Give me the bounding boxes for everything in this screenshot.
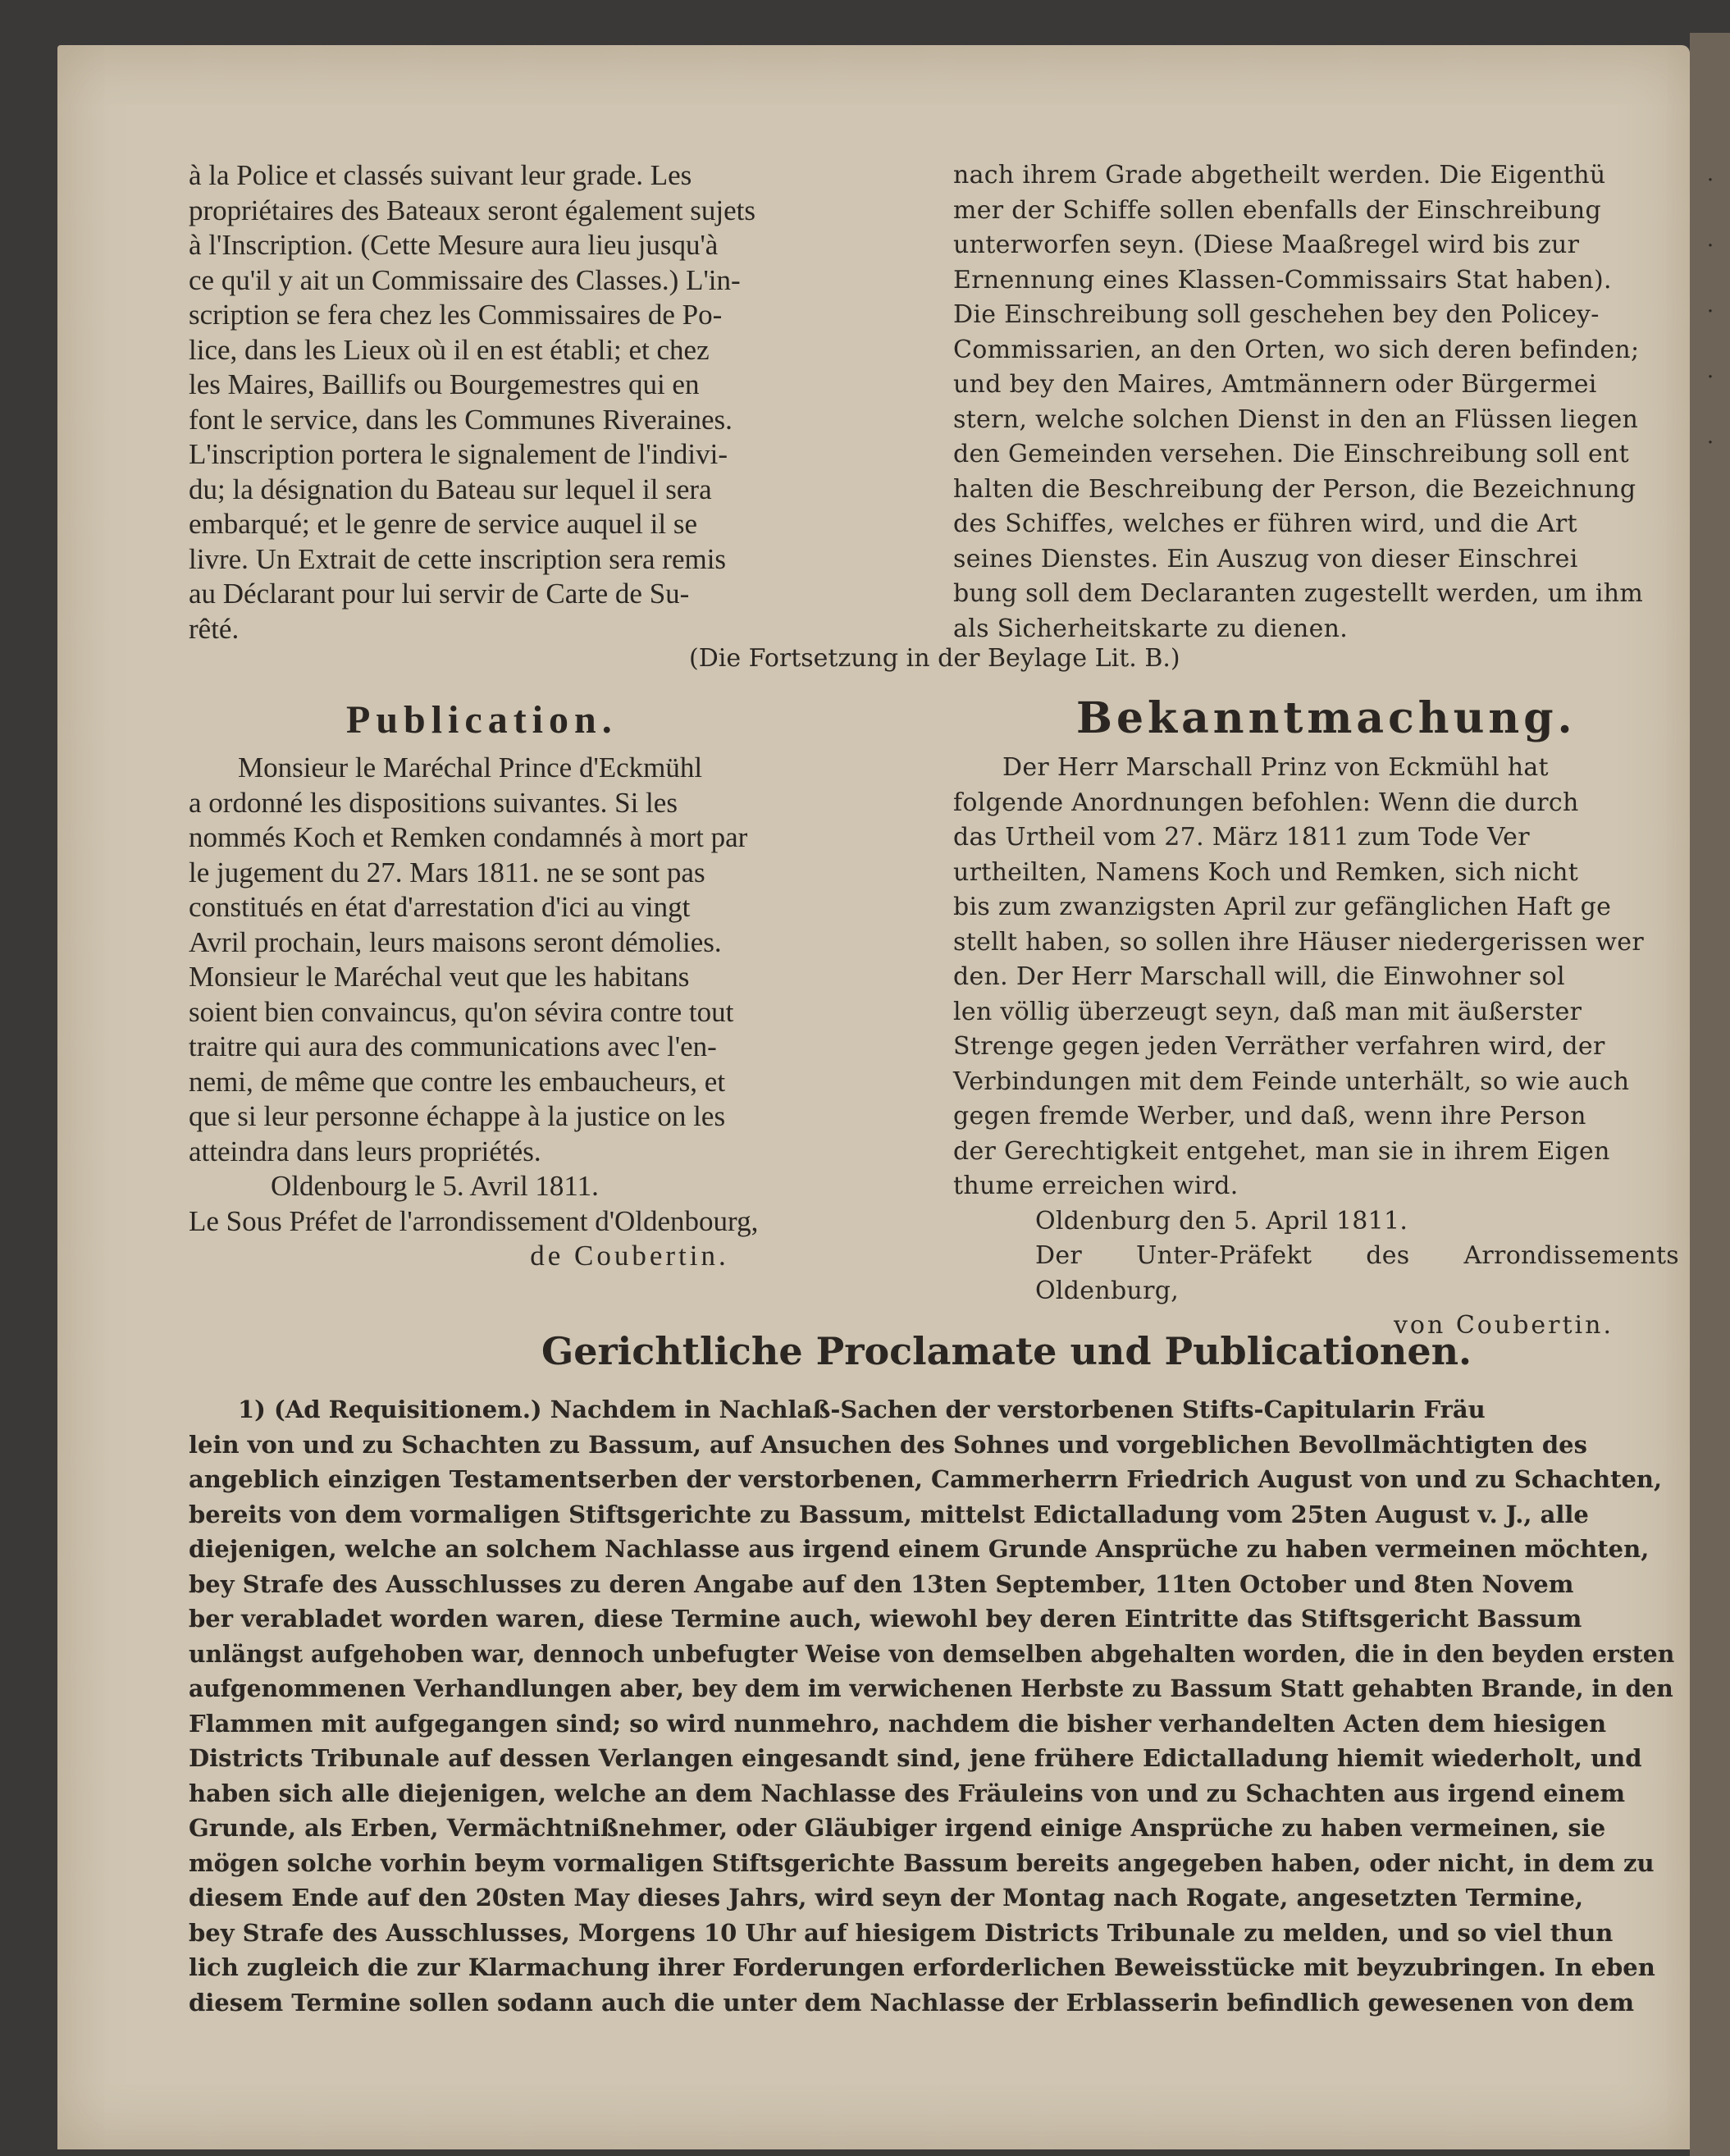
text-line: Avril prochain, leurs maisons seront démolies. <box>189 925 722 958</box>
text-line: à la Police et classés suivant leur grade. Les <box>189 159 692 191</box>
text-line: Verbindungen mit dem Feinde unterhält, so wie auch <box>953 1067 1630 1096</box>
proclamations-body <box>189 1392 1673 2020</box>
text-line: nach ihrem Grade abgetheilt werden. Die Eigenthü <box>953 161 1606 190</box>
text-line: diesem Termine sollen sodann auch die unter dem Nachlasse der Erblasserin befindlich gewesenen von dem <box>189 1988 1635 2017</box>
text-line: Monsieur le Maréchal Prince d'Eckmühl <box>238 751 703 783</box>
text-line: Die Einschreibung soll geschehen bey den Policey- <box>953 300 1600 329</box>
text-line: als Sicherheitskarte zu dienen. <box>953 614 1349 643</box>
text-line: bung soll dem Declaranten zugestellt werden, um ihm <box>953 579 1644 608</box>
text-line: aufgenommenen Verhandlungen aber, bey dem im verwichenen Herbste zu Bassum Statt gehabten Brande, in den <box>189 1674 1673 1702</box>
text-line: embarqué; et le genre de service auquel il se <box>189 508 697 540</box>
text-line: mögen solche vorhin beym vormaligen Stiftsgerichte Bassum bereits angegeben haben, oder nicht, in dem zu <box>189 1848 1655 1877</box>
text-line: scription se fera chez les Commissaires de Po- <box>189 299 723 331</box>
adjacent-page-edge: · · · · · <box>1706 168 1714 455</box>
bekanntmachung-heading: Bekanntmachung. <box>1076 693 1577 743</box>
text-line: les Maires, Baillifs ou Bourgemestres qui en <box>189 368 700 400</box>
text-line: bis zum zwanzigsten April zur gefänglichen Haft ge <box>953 893 1612 921</box>
text-line: 1) (Ad Requisitionem.) Nachdem in Nachlaß-Sachen der verstorbenen Stifts-Capitularin Fräu <box>238 1395 1486 1423</box>
text-line: que si leur personne échappe à la justice on les <box>189 1100 726 1132</box>
text-line: à l'Inscription. (Cette Mesure aura lieu jusqu'à <box>189 229 719 261</box>
text-line: seines Dienstes. Ein Auszug von dieser Einschrei <box>953 544 1578 573</box>
text-line: diesem Ende auf den 20sten May dieses Jahrs, wird seyn der Montag nach Rogate, angesetzten Termine, <box>189 1884 1584 1912</box>
text-line: unterworfen seyn. (Diese Maaßregel wird bis zur <box>953 231 1580 259</box>
text-line: livre. Un Extrait de cette inscription sera remis <box>189 542 727 575</box>
publication-signature-name: de Coubertin. <box>530 1240 729 1272</box>
text-line: nemi, de même que contre les embaucheurs, et <box>189 1065 726 1098</box>
text-line: mer der Schiffe sollen ebenfalls der Einschreibung <box>953 195 1601 225</box>
text-line: der Gerechtigkeit entgehet, man sie in ihrem Eigen <box>953 1136 1610 1166</box>
text-line: das Urtheil vom 27. März 1811 zum Tode Ver <box>953 823 1530 852</box>
french-inscription-column <box>189 158 923 646</box>
bekanntmachung-signature-line: Der Unter-Präfekt des Arrondissements Oldenburg, <box>1035 1241 1679 1305</box>
text-line: lice, dans les Lieux où il en est établi; et chez <box>189 333 710 366</box>
publication-french-body <box>189 751 923 1274</box>
bekanntmachung-date: Oldenburg den 5. April 1811. <box>1035 1206 1408 1236</box>
text-line: du; la désignation du Bateau sur lequel il sera <box>189 473 712 505</box>
text-line: lein von und zu Schachten zu Bassum, auf Ansuchen des Sohnes und vorgeblichen Bevollmächtigten des <box>189 1430 1587 1459</box>
text-line: haben sich alle diejenigen, welche an dem Nachlasse des Fräuleins von und zu Schachten aus irgend einem <box>189 1779 1626 1807</box>
text-line: nommés Koch et Remken condamnés à mort par <box>189 821 748 853</box>
text-line: Commissarien, an den Orten, wo sich deren befinden; <box>953 335 1640 364</box>
text-line: thume erreichen wird. <box>953 1172 1239 1200</box>
text-line: rêté. <box>189 612 240 645</box>
text-line: ber verabladet worden waren, diese Termine auch, wiewohl bey deren Eintritte das Stiftsgericht Bassum <box>189 1605 1582 1633</box>
text-line: stern, welche solchen Dienst in den an Flüssen liegen <box>953 404 1639 434</box>
publication-heading: Publication. <box>346 698 618 742</box>
text-line: gegen fremde Werber, und daß, wenn ihre Person <box>953 1102 1586 1131</box>
bekanntmachung-signature-name: von Coubertin. <box>1393 1311 1614 1340</box>
text-line: halten die Beschreibung der Person, die Bezeichnung <box>953 474 1636 504</box>
text-line: bey Strafe des Ausschlusses, Morgens 10 Uhr auf hiesigem Districts Tribunale zu melden, und so viel thun <box>189 1918 1614 1947</box>
text-line: len völlig überzeugt seyn, daß man mit äußerster <box>953 997 1582 1026</box>
text-line: Monsieur le Maréchal veut que les habitans <box>189 961 690 993</box>
text-line: L'inscription portera le signalement de l'indivi- <box>189 438 728 470</box>
text-line: Ernennung eines Klassen-Commissairs Stat haben). <box>953 265 1612 295</box>
text-line: diejenigen, welche an solchem Nachlasse aus irgend einem Grunde Ansprüche zu haben vermeinen möchten, <box>189 1535 1650 1563</box>
text-line: au Déclarant pour lui servir de Carte de Su- <box>189 578 690 610</box>
continuation-note: (Die Fortsetzung in der Beylage Lit. B.) <box>689 644 1180 673</box>
text-line: des Schiffes, welches er führen wird, und die Art <box>953 509 1577 538</box>
text-line: bereits von dem vormaligen Stiftsgerichte zu Bassum, mittelst Edictalladung vom 25ten August v. J., alle <box>189 1500 1589 1528</box>
text-line: Districts Tribunale auf dessen Verlangen eingesandt sind, jene frühere Edictalladung hiemit wiederholt, und <box>189 1744 1642 1772</box>
text-line: propriétaires des Bateaux seront également sujets <box>189 194 756 226</box>
text-line: lich zugleich die zur Klarmachung ihrer Forderungen erforderlichen Beweisstücke mit beyzubringen. In eben <box>189 1953 1655 1981</box>
text-line: soient bien convaincus, qu'on sévira contre tout <box>189 995 734 1028</box>
text-line: unlängst aufgehoben war, dennoch unbefugter Weise von demselben abgehalten worden, die in den beyden ersten <box>189 1639 1675 1668</box>
text-line: constitués en état d'arrestation d'ici au vingt <box>189 891 691 923</box>
german-inscription-column <box>953 158 1679 646</box>
text-line: ce qu'il y ait un Commissaire des Classes.) L'in- <box>189 263 741 296</box>
text-line: le jugement du 27. Mars 1811. ne se sont pas <box>189 856 705 888</box>
text-line: bey Strafe des Ausschlusses zu deren Angabe auf den 13ten September, 11ten October und 8ten Novem <box>189 1569 1574 1598</box>
publication-date: Oldenbourg le 5. Avril 1811. <box>271 1170 599 1202</box>
text-line: den. Der Herr Marschall will, die Einwohner sol <box>953 962 1565 991</box>
publication-signature-line: Le Sous Préfet de l'arrondissement d'Oldenbourg, <box>189 1204 759 1237</box>
text-line: und bey den Maires, Amtmännern oder Bürgermei <box>953 370 1597 399</box>
text-line: font le service, dans les Communes Riveraines. <box>189 403 733 436</box>
text-line: stellt haben, so sollen ihre Häuser niedergerissen wer <box>953 927 1644 957</box>
bekanntmachung-german-body <box>953 751 1679 1344</box>
text-line: urtheilten, Namens Koch und Remken, sich nicht <box>953 857 1579 887</box>
text-line: Strenge gegen jeden Verräther verfahren wird, der <box>953 1032 1605 1061</box>
proclamations-heading: Gerichtliche Proclamate und Publicationen. <box>541 1329 1472 1373</box>
text-line: Der Herr Marschall Prinz von Eckmühl hat <box>1002 753 1549 782</box>
text-line: Flammen mit aufgegangen sind; so wird nunmehro, nachdem die bisher verhandelten Acten dem hiesigen <box>189 1709 1607 1738</box>
text-line: Grunde, als Erben, Vermächtnißnehmer, oder Gläubiger irgend einige Ansprüche zu haben vermeinen, sie <box>189 1814 1606 1842</box>
text-line: traitre qui aura des communications avec l'en- <box>189 1030 717 1062</box>
text-line: den Gemeinden versehen. Die Einschreibung soll ent <box>953 440 1629 468</box>
text-line: a ordonné les dispositions suivantes. Si les <box>189 786 678 819</box>
text-line: folgende Anordnungen befohlen: Wenn die durch <box>953 788 1579 817</box>
text-line: angeblich einzigen Testamentserben der verstorbenen, Cammerherrn Friedrich August von und zu Schachten, <box>189 1465 1663 1493</box>
text-line: atteindra dans leurs propriétés. <box>189 1135 541 1167</box>
